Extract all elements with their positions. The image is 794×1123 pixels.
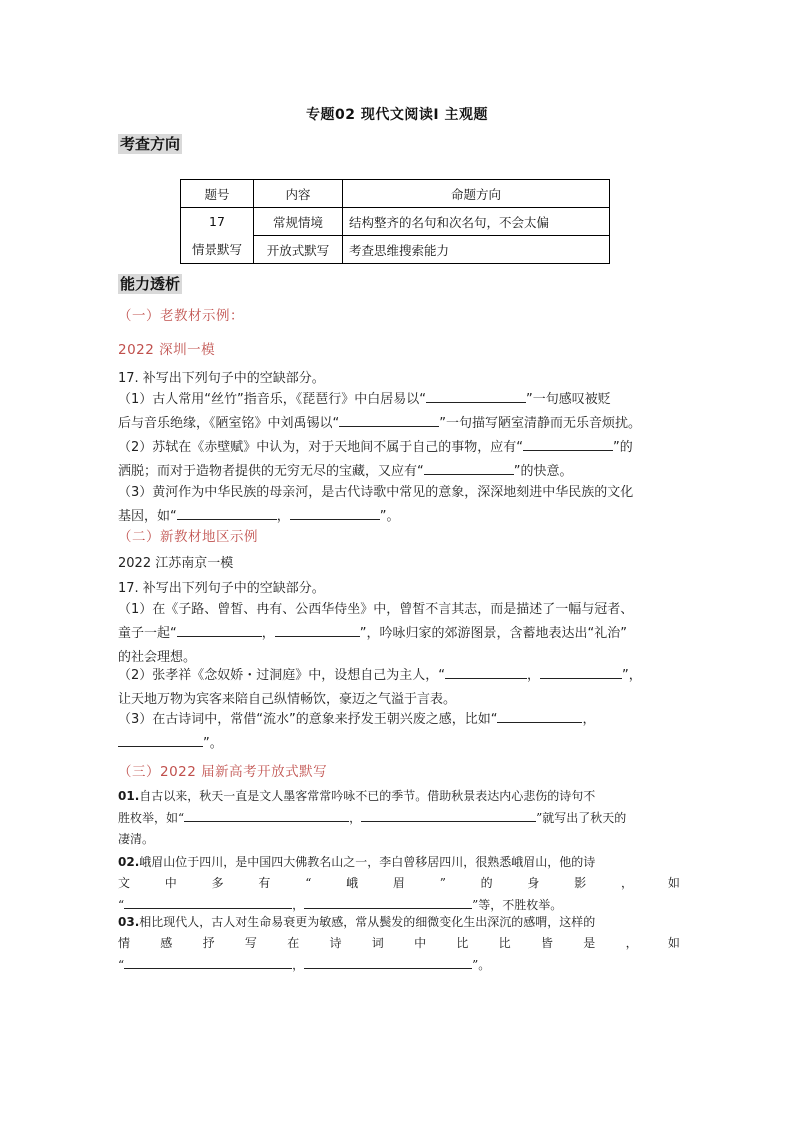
part3-item-3: 03.相比现代人，古人对生命易衰更为敏感，常从鬓发的细微变化生出深沉的感喟，这样的 情 感 抒 写 在 诗 词 中 比 比 皆 是 ， 如 “ ， ”。 [118, 915, 680, 972]
justified-line: 情 感 抒 写 在 诗 词 中 比 比 皆 是 ， 如 [118, 936, 680, 950]
answer-blank[interactable] [177, 505, 277, 520]
part2-question: 17. 补写出下列句子中的空缺部分。 [118, 581, 325, 596]
answer-blank[interactable] [426, 388, 526, 403]
part2-source: 2022 江苏南京一模 [118, 556, 234, 571]
answer-blank[interactable] [275, 622, 360, 637]
answer-blank[interactable] [424, 460, 514, 475]
answer-blank[interactable] [339, 412, 439, 427]
spec-table [180, 179, 610, 264]
part2-item-2: （2）张孝祥《念奴娇・过洞庭》中，设想自己为主人，“ ， ”， 让天地万物为宾客来陪自己纵情畅饮，豪迈之气溢于言表。 [118, 664, 678, 712]
answer-blank[interactable] [361, 807, 536, 822]
justified-line: 文 中 多 有 “ 峨 眉 ” 的 身 影 ， 如 [118, 876, 680, 890]
answer-blank[interactable] [304, 894, 472, 909]
section-heading-direction: 考查方向 [120, 135, 181, 153]
answer-blank[interactable] [304, 954, 472, 969]
answer-blank[interactable] [118, 732, 203, 747]
table-cell: 考查思维搜索能力 [343, 236, 610, 264]
part3-heading: （三）2022 届新高考开放式默写 [118, 764, 328, 780]
table-header-cell: 内容 [254, 180, 343, 208]
answer-blank[interactable] [124, 894, 292, 909]
answer-blank[interactable] [184, 807, 349, 822]
table-cell: 开放式默写 [254, 236, 343, 264]
part1-item-2: （2）苏轼在《赤壁赋》中认为，对于天地间不属于自己的事物，应有“ ”的 洒脱；而对于造物者提供的无穷无尽的宝藏，又应有“ ”的快意。 [118, 436, 678, 484]
table-cell: 情景默写 [181, 236, 254, 264]
table-header-row [181, 180, 610, 208]
page-title: 专题02 现代文阅读Ⅰ 主观题 [306, 107, 488, 123]
part2-item-1: （1）在《子路、曾皙、冉有、公西华侍坐》中，曾皙不言其志，而是描述了一幅与冠者、 童子一起“ ， ”，吟咏归家的郊游图景，含蓄地表达出“礼治” 的社会理想。 [118, 602, 634, 665]
answer-blank[interactable] [177, 622, 262, 637]
section-heading-analysis: 能力透析 [120, 275, 181, 293]
part1-item-1: （1）古人常用“丝竹”指音乐，《琵琶行》中白居易以“ ”一句感叹被贬 后与音乐绝缘，《陋室铭》中刘禹锡以“ ”一句描写陋室清静而无乐音烦扰。 [118, 388, 678, 436]
part3-item-2: 02.峨眉山位于四川，是中国四大佛教名山之一，李白曾移居四川，很熟悉峨眉山，他的诗 文 中 多 有 “ 峨 眉 ” 的 身 影 ， 如 “ ， ”等，不胜枚举。 [118, 855, 680, 912]
part1-heading: （一）老教材示例： [118, 308, 244, 324]
answer-blank[interactable] [124, 954, 292, 969]
answer-blank[interactable] [523, 436, 613, 451]
table-cell: 常规情境 [254, 208, 343, 236]
part2-item-3: （3）在古诗词中，常借“流水”的意象来抒发王朝兴废之感，比如“ ， ”。 [118, 708, 678, 756]
answer-blank[interactable] [497, 708, 582, 723]
table-row [181, 208, 610, 236]
part1-source: 2022 深圳一模 [118, 342, 216, 358]
table-cell: 结构整齐的名句和次名句，不会太偏 [343, 208, 610, 236]
part1-item-3: （3）黄河作为中华民族的母亲河，是古代诗歌中常见的意象，深深地刻进中华民族的文化 基因，如“ ， ”。 [118, 485, 634, 524]
table-header-cell: 题号 [181, 180, 254, 208]
part2-heading: （二）新教材地区示例 [118, 529, 258, 545]
part1-question: 17. 补写出下列句子中的空缺部分。 [118, 371, 325, 386]
part3-item-1: 01.自古以来，秋天一直是文人墨客常常吟咏不已的季节。借助秋景表达内心悲伤的诗句不 胜枚举，如“ ， ”就写出了秋天的 凄清。 [118, 789, 627, 846]
answer-blank[interactable] [540, 664, 622, 679]
answer-blank[interactable] [445, 664, 527, 679]
table-cell: 17 [181, 208, 254, 236]
table-row [181, 236, 610, 264]
table-header-cell: 命题方向 [343, 180, 610, 208]
answer-blank[interactable] [290, 505, 380, 520]
